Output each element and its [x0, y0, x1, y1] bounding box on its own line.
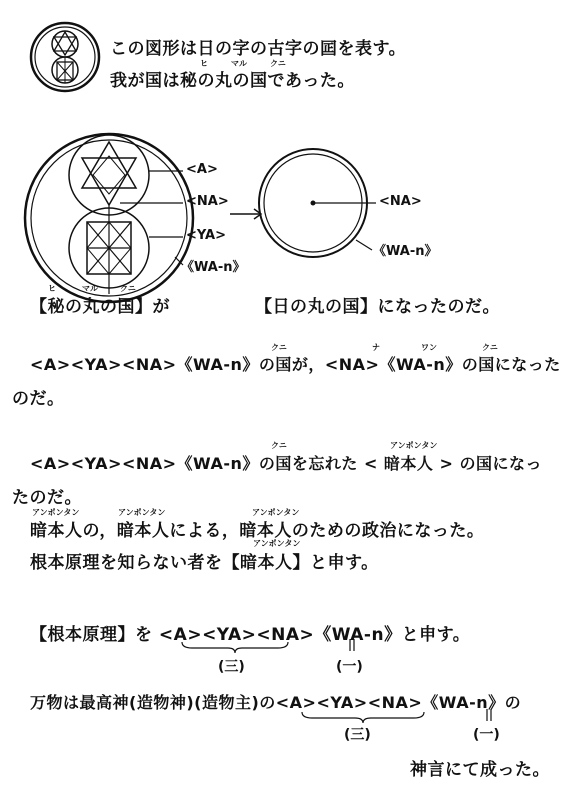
- p2-ruby-anpontan-2: アンポンタン: [118, 508, 166, 517]
- p3-label-san: (三): [218, 659, 245, 675]
- p3-label-ichi: (一): [336, 659, 363, 675]
- brace-three: [180, 640, 290, 654]
- p2-ruby-anpontan-4: アンポンタン: [253, 539, 301, 548]
- p3-line-1: 【根本原理】を <A><YA><NA>《WA-n》と申す。: [30, 625, 471, 645]
- double-line-mark-2: [484, 708, 494, 722]
- brace-three-2: [300, 710, 430, 724]
- ruby-hi: ヒ: [200, 59, 208, 68]
- p2-line-4: 根本原理を知らない者を【暗本人】と申す。: [30, 553, 379, 573]
- p1-ruby-wan: ワン: [421, 343, 437, 352]
- label-na: <NA>: [186, 194, 229, 209]
- caption-ruby-kuni: クニ: [120, 284, 136, 293]
- p2-line-2: たのだ。: [12, 488, 82, 508]
- p1-ruby-na: ナ: [372, 343, 380, 352]
- p2-ruby-anpontan-1: アンポンタン: [32, 508, 80, 517]
- caption-right: 【日の丸の国】になったのだ。: [255, 297, 500, 317]
- label-ya: <YA>: [186, 228, 227, 243]
- label-wan-right: 《WA-n》: [373, 244, 438, 259]
- hi-no-maru-circle: [258, 148, 368, 258]
- label-na-right: <NA>: [379, 194, 422, 209]
- p1-line-1: <A><YA><NA>《WA-n》の国が，<NA>《WA-n》の国になった: [30, 355, 561, 374]
- ruby-maru: マル: [231, 59, 247, 68]
- p3-line-3: 神言にて成った。: [410, 760, 550, 780]
- intro-line-2: 我が国は秘の丸の国であった。: [110, 71, 355, 91]
- emblem-icon: [30, 20, 100, 95]
- p2-ruby-anpontan: アンポンタン: [390, 441, 438, 450]
- p2-ruby-kuni: クニ: [271, 441, 287, 450]
- p3-label-san-2: (三): [344, 727, 371, 743]
- p2-line-3: 暗本人の，暗本人による，暗本人のための政治になった。: [30, 521, 485, 541]
- double-line-mark: [347, 638, 357, 652]
- label-wan: 《WA-n》: [181, 260, 246, 275]
- caption-ruby-hi: ヒ: [48, 284, 56, 293]
- p1-ruby-kuni-2: クニ: [482, 343, 498, 352]
- caption-ruby-maru: マル: [82, 284, 98, 293]
- ruby-kuni: クニ: [270, 59, 286, 68]
- caption-left: 【秘の丸の国】が: [30, 297, 170, 317]
- label-a: <A>: [186, 162, 218, 177]
- intro-line-1: この図形は日の字の古字の囸を表す。: [110, 39, 407, 59]
- p3-line-2: 万物は最高神(造物神)(造物主)の<A><YA><NA>《WA-n》の: [30, 693, 522, 712]
- p2-line-1: <A><YA><NA>《WA-n》の国を忘れた < 暗本人 > の国になっ: [30, 454, 542, 473]
- p3-label-ichi-2: (一): [473, 727, 500, 743]
- p2-ruby-anpontan-3: アンポンタン: [252, 508, 300, 517]
- p1-line-2: のだ。: [12, 389, 65, 409]
- p1-ruby-kuni-1: クニ: [271, 343, 287, 352]
